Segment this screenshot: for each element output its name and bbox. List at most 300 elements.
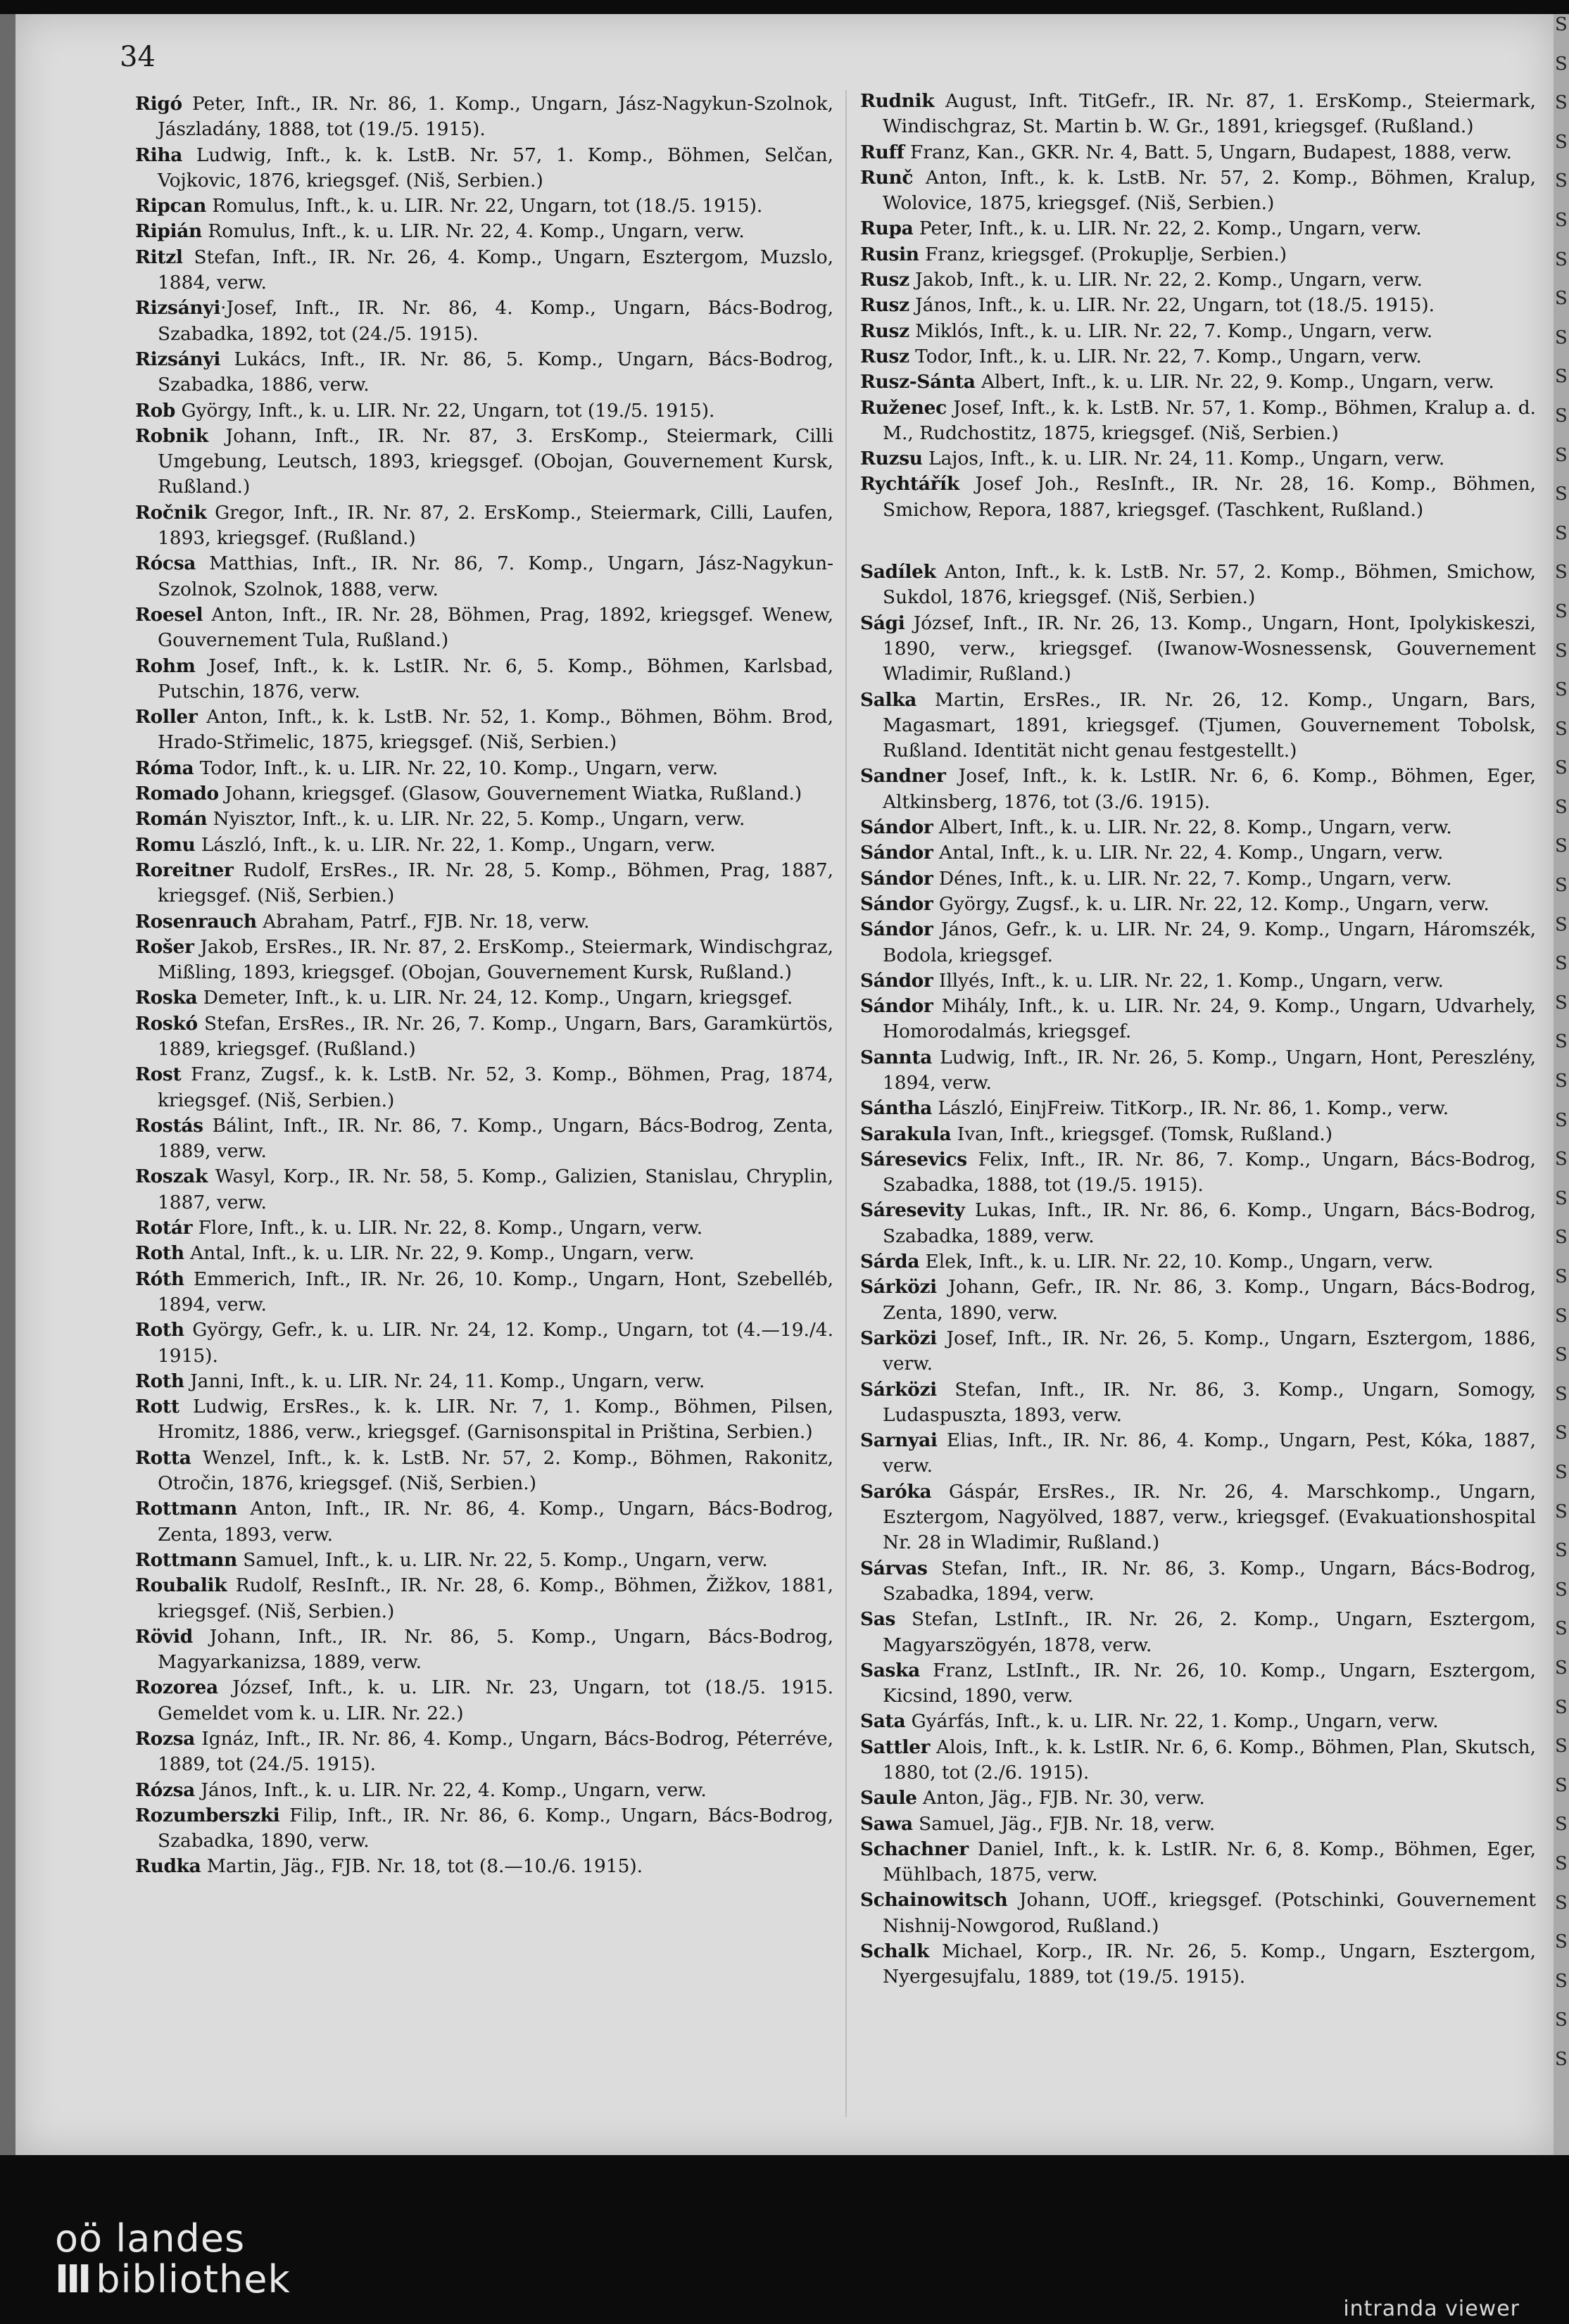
register-entry bbox=[135, 194, 833, 219]
edge-letter: S bbox=[1555, 875, 1568, 897]
entry-surname: Rosenrauch bbox=[135, 910, 257, 933]
entry-surname: Sarakula bbox=[860, 1123, 952, 1145]
edge-letter: S bbox=[1555, 1187, 1568, 1209]
entry-surname: Roth bbox=[135, 1319, 184, 1341]
entry-details: Johann, kriegsgef. (Glasow, Gouvernement Wiatka, Rußland.) bbox=[218, 783, 802, 805]
entry-surname: Sarközi bbox=[860, 1327, 937, 1349]
entry-details: György, Gefr., k. u. LIR. Nr. 24, 12. Komp., Ungarn, tot (4.—19./4. 1915). bbox=[158, 1319, 833, 1367]
entry-surname: Sáresevity bbox=[860, 1199, 965, 1222]
entry-details: Josef, Inft., k. k. LstIR. Nr. 6, 6. Komp., Böhmen, Eger, Altkinsberg, 1876, tot (3./6. 1915). bbox=[883, 765, 1536, 813]
edge-letter: S bbox=[1555, 209, 1568, 231]
logo-bars-icon: III bbox=[55, 2257, 89, 2301]
edge-letter: S bbox=[1555, 131, 1568, 153]
entry-surname: Sándor bbox=[860, 969, 933, 992]
edge-letter: S bbox=[1555, 1422, 1568, 1444]
edge-letter: S bbox=[1555, 640, 1568, 662]
entry-details: Emmerich, Inft., IR. Nr. 26, 10. Komp., Ungarn, Hont, Szebelléb, 1894, verw. bbox=[158, 1268, 833, 1315]
entry-details: Anton, Inft., IR. Nr. 28, Böhmen, Prag, 1892, kriegsgef. Wenew, Gouvernement Tula, Rußland.) bbox=[158, 603, 833, 652]
edge-letter: S bbox=[1555, 757, 1568, 779]
register-entry bbox=[860, 1249, 1536, 1275]
register-entry bbox=[860, 1556, 1536, 1608]
entry-details: Anton, Inft., k. k. LstB. Nr. 52, 1. Komp., Böhmen, Böhm. Brod, Hrado-Střimelic, 1875, kriegsgef. (Niš, Serbien.) bbox=[158, 706, 833, 754]
entry-surname: Rozsa bbox=[135, 1728, 195, 1750]
edge-letter: S bbox=[1555, 1814, 1568, 1836]
entry-surname: Rusz bbox=[860, 269, 909, 291]
register-entry bbox=[135, 1267, 833, 1318]
edge-letter: S bbox=[1555, 992, 1568, 1013]
entry-surname: Sántha bbox=[860, 1097, 933, 1120]
edge-letter: S bbox=[1555, 92, 1568, 114]
register-entry bbox=[135, 219, 833, 244]
entry-surname: Rottmann bbox=[135, 1548, 237, 1571]
register-entry bbox=[860, 1045, 1536, 1097]
entry-surname: Sandner bbox=[860, 765, 946, 788]
left-page-edge bbox=[0, 14, 15, 2155]
entry-details: Stefan, Inft., IR. Nr. 26, 4. Komp., Ungarn, Esztergom, Muzslo, 1884, verw. bbox=[158, 246, 833, 294]
entry-surname: Sárda bbox=[860, 1251, 920, 1273]
register-entry bbox=[135, 1624, 833, 1676]
entry-details: Stefan, ErsRes., IR. Nr. 26, 7. Komp., Ungarn, Bars, Garamkürtös, 1889, kriegsgef. (Rußland.) bbox=[158, 1012, 833, 1060]
entry-details: Daniel, Inft., k. k. LstIR. Nr. 6, 8. Komp., Böhmen, Eger, Mühlbach, 1875, verw. bbox=[883, 1838, 1536, 1886]
edge-letter: S bbox=[1555, 170, 1568, 192]
entry-surname: Saska bbox=[860, 1659, 920, 1681]
edge-letter: S bbox=[1555, 444, 1568, 466]
register-entry bbox=[135, 398, 833, 424]
register-entry bbox=[860, 1607, 1536, 1658]
register-entry bbox=[860, 89, 1536, 140]
register-entry bbox=[135, 296, 833, 347]
entry-details: Dénes, Inft., k. u. LIR. Nr. 22, 7. Komp., Ungarn, verw. bbox=[933, 867, 1452, 890]
entry-surname: Ruzsu bbox=[860, 448, 923, 470]
entry-surname: Roskó bbox=[135, 1012, 198, 1035]
entry-details: August, Inft. TitGefr., IR. Nr. 87, 1. ErsKomp., Steiermark, Windischgraz, St. Martin b. W. Gr., 1891, kriegsgef. (Rußland.) bbox=[883, 90, 1536, 138]
entry-surname: Rostás bbox=[135, 1114, 203, 1137]
register-entry bbox=[135, 424, 833, 500]
register-entry bbox=[860, 370, 1536, 395]
entry-surname: Rudka bbox=[135, 1855, 201, 1878]
register-entry bbox=[860, 165, 1536, 217]
register-entry bbox=[860, 1096, 1536, 1121]
entry-surname: Roubalik bbox=[135, 1574, 227, 1597]
entry-surname: Rozumberszki bbox=[135, 1804, 280, 1826]
entry-details: Johann, Inft., IR. Nr. 87, 3. ErsKomp., Steiermark, Cilli Umgebung, Leutsch, 1893, kriegsgef. (Obojan, Gouvernement Kursk, Rußland.) bbox=[158, 424, 833, 498]
entry-details: Romulus, Inft., k. u. LIR. Nr. 22, 4. Komp., Ungarn, verw. bbox=[201, 220, 745, 243]
edge-letter: S bbox=[1555, 1852, 1568, 1874]
entry-surname: Rózsa bbox=[135, 1779, 195, 1801]
register-entry bbox=[135, 91, 833, 143]
entry-details: Demeter, Inft., k. u. LIR. Nr. 24, 12. Komp., Ungarn, kriegsgef. bbox=[197, 987, 793, 1009]
register-entry bbox=[860, 1837, 1536, 1888]
entry-details: Abraham, Patrf., FJB. Nr. 18, verw. bbox=[256, 910, 590, 933]
register-entry bbox=[860, 1888, 1536, 1939]
register-entry bbox=[860, 688, 1536, 764]
register-entry bbox=[860, 1658, 1536, 1710]
register-entry bbox=[135, 833, 833, 858]
entry-surname: Rusz-Sánta bbox=[860, 371, 976, 393]
entry-details: Alois, Inft., k. k. LstIR. Nr. 6, 6. Komp., Böhmen, Plan, Skutsch, 1880, tot (2./6. 1915). bbox=[883, 1736, 1536, 1783]
entry-surname: Sattler bbox=[860, 1736, 931, 1758]
entry-details: Elias, Inft., IR. Nr. 86, 4. Komp., Ungarn, Pest, Kóka, 1887, verw. bbox=[883, 1429, 1536, 1477]
entry-details: Franz, Kan., GKR. Nr. 4, Batt. 5, Ungarn, Budapest, 1888, verw. bbox=[904, 141, 1512, 163]
register-entry bbox=[135, 1803, 833, 1855]
entry-surname: Saróka bbox=[860, 1480, 932, 1503]
entry-surname: Róma bbox=[135, 757, 194, 779]
entry-details: Lukács, Inft., IR. Nr. 86, 5. Komp., Ungarn, Bács-Bodrog, Szabadka, 1886, verw. bbox=[158, 348, 833, 396]
entry-surname: Runč bbox=[860, 166, 914, 189]
register-entry bbox=[860, 892, 1536, 917]
entry-surname: Ripcan bbox=[135, 195, 206, 217]
edge-letter: S bbox=[1555, 1657, 1568, 1679]
register-entry bbox=[135, 1394, 833, 1446]
entry-surname: Roth bbox=[135, 1370, 184, 1392]
logo-line-1: oö landes bbox=[55, 2216, 246, 2261]
entry-details: Ludwig, Inft., k. k. LstB. Nr. 57, 1. Komp., Böhmen, Selčan, Vojkovic, 1876, kriegsgef. (Niš, Serbien.) bbox=[158, 144, 833, 191]
register-entry bbox=[860, 866, 1536, 892]
edge-letter: S bbox=[1555, 1344, 1568, 1366]
entry-details: Samuel, Inft., k. u. LIR. Nr. 22, 5. Komp., Ungarn, verw. bbox=[237, 1548, 768, 1571]
entry-details: Josef, Inft., IR. Nr. 26, 5. Komp., Ungarn, Esztergom, 1886, verw. bbox=[883, 1327, 1536, 1375]
entry-surname: Roszak bbox=[135, 1166, 208, 1188]
edge-letter: S bbox=[1555, 1931, 1568, 1953]
entry-details: Josef Joh., ResInft., IR. Nr. 28, 16. Komp., Böhmen, Smichow, Repora, 1887, kriegsgef. (Taschkent, Rußland.) bbox=[883, 473, 1536, 521]
entry-surname: Rövid bbox=[135, 1625, 193, 1648]
entry-details: Albert, Inft., k. u. LIR. Nr. 22, 9. Komp., Ungarn, verw. bbox=[975, 371, 1494, 393]
register-entry bbox=[860, 1122, 1536, 1147]
entry-surname: Rudnik bbox=[860, 90, 935, 112]
register-entry bbox=[135, 1113, 833, 1165]
register-entry bbox=[135, 1011, 833, 1063]
entry-details: Rudolf, ResInft., IR. Nr. 28, 6. Komp., Böhmen, Žižkov, 1881, kriegsgef. (Niš, Serbien.) bbox=[158, 1574, 833, 1622]
register-entry bbox=[860, 840, 1536, 866]
entry-surname: Roska bbox=[135, 987, 198, 1009]
register-entry bbox=[860, 968, 1536, 994]
register-entry bbox=[135, 705, 833, 756]
register-entry bbox=[860, 1709, 1536, 1734]
entry-details: Peter, Inft., IR. Nr. 86, 1. Komp., Ungarn, Jász-Nagykun-Szolnok, Jászladány, 1888, tot (19./5. 1915). bbox=[158, 93, 833, 141]
register-entry bbox=[860, 560, 1536, 611]
register-entry bbox=[135, 1369, 833, 1394]
register-entry bbox=[135, 1854, 833, 1879]
entry-surname: Sata bbox=[860, 1710, 906, 1733]
register-entry bbox=[860, 815, 1536, 840]
edge-letter: S bbox=[1555, 1540, 1568, 1562]
edge-letter: S bbox=[1555, 522, 1568, 544]
entry-details: Michael, Korp., IR. Nr. 26, 5. Komp., Ungarn, Esztergom, Nyergesujfalu, 1889, tot (19./5. 1915). bbox=[883, 1940, 1536, 1988]
entry-details: Stefan, LstInft., IR. Nr. 26, 2. Komp., Ungarn, Esztergom, Magyarszögyén, 1878, verw. bbox=[883, 1608, 1536, 1656]
entry-surname: Romu bbox=[135, 833, 196, 856]
register-entry bbox=[135, 1496, 833, 1548]
entry-surname: Sárvas bbox=[860, 1557, 928, 1579]
entry-details: Anton, Inft., IR. Nr. 86, 4. Komp., Ungarn, Bács-Bodrog, Zenta, 1893, verw. bbox=[158, 1498, 833, 1546]
entry-surname: Rizsányi bbox=[135, 297, 221, 320]
entry-details: Ignáz, Inft., IR. Nr. 86, 4. Komp., Ungarn, Bács-Bodrog, Péterréve, 1889, tot (24./5. 1915). bbox=[158, 1728, 833, 1776]
entry-details: György, Zugsf., k. u. LIR. Nr. 22, 12. Komp., Ungarn, verw. bbox=[933, 892, 1489, 915]
register-entry bbox=[860, 1326, 1536, 1377]
register-entry bbox=[135, 500, 833, 552]
register-entry bbox=[135, 143, 833, 194]
entry-details: Miklós, Inft., k. u. LIR. Nr. 22, 7. Komp., Ungarn, verw. bbox=[909, 320, 1433, 342]
right-column-s-entries bbox=[860, 560, 1536, 1990]
entry-details: Wenzel, Inft., k. k. LstB. Nr. 57, 2. Komp., Böhmen, Rakonitz, Otročin, 1876, kriegsgef. (Niš, Serbien.) bbox=[158, 1446, 833, 1495]
edge-letter: S bbox=[1555, 1031, 1568, 1053]
entry-details: Felix, Inft., IR. Nr. 86, 7. Komp., Ungarn, Bács-Bodrog, Szabadka, 1888, tot (19./5. 1915). bbox=[883, 1148, 1536, 1196]
entry-surname: Rotár bbox=[135, 1217, 193, 1239]
edge-letter: S bbox=[1555, 1149, 1568, 1170]
entry-details: Janni, Inft., k. u. LIR. Nr. 24, 11. Komp., Ungarn, verw. bbox=[184, 1370, 705, 1392]
entry-details: Antal, Inft., k. u. LIR. Nr. 22, 9. Komp., Ungarn, verw. bbox=[184, 1242, 695, 1265]
register-entry bbox=[135, 807, 833, 832]
entry-surname: Rusz bbox=[860, 320, 909, 342]
entry-details: Lajos, Inft., k. u. LIR. Nr. 24, 11. Komp., Ungarn, verw. bbox=[922, 448, 1445, 470]
edge-letter: S bbox=[1555, 1266, 1568, 1287]
edge-letter: S bbox=[1555, 1383, 1568, 1405]
edge-letter: S bbox=[1555, 14, 1568, 35]
edge-letter: S bbox=[1555, 248, 1568, 270]
entry-details: Johann, Inft., IR. Nr. 86, 5. Komp., Ungarn, Bács-Bodrog, Magyarkanizsa, 1889, verw. bbox=[158, 1625, 833, 1674]
column-divider bbox=[845, 90, 847, 2117]
register-entry bbox=[860, 1198, 1536, 1249]
register-entry bbox=[860, 1377, 1536, 1429]
entry-details: Elek, Inft., k. u. LIR. Nr. 22, 10. Komp., Ungarn, verw. bbox=[919, 1251, 1434, 1273]
viewer-brand-label[interactable]: intranda viewer bbox=[1343, 2297, 1520, 2321]
entry-details: Ivan, Inft., kriegsgef. (Tomsk, Rußland.) bbox=[951, 1123, 1333, 1145]
register-entry bbox=[135, 756, 833, 781]
register-entry bbox=[860, 611, 1536, 688]
edge-letter: S bbox=[1555, 1736, 1568, 1757]
entry-surname: Rócsa bbox=[135, 552, 196, 575]
entry-surname: Rott bbox=[135, 1396, 179, 1418]
register-entry bbox=[135, 1446, 833, 1497]
entry-surname: Saule bbox=[860, 1787, 917, 1810]
entry-details: Jakob, Inft., k. u. LIR. Nr. 22, 2. Komp., Ungarn, verw. bbox=[909, 269, 1423, 291]
register-entry bbox=[135, 1241, 833, 1266]
entry-details: Todor, Inft., k. u. LIR. Nr. 22, 7. Komp., Ungarn, verw. bbox=[909, 345, 1422, 367]
edge-letter: S bbox=[1555, 1071, 1568, 1092]
entry-details: József, Inft., k. u. LIR. Nr. 23, Ungarn, tot (18./5. 1915. Gemeldet vom k. u. LIR. Nr. 22.) bbox=[158, 1676, 833, 1724]
register-entry bbox=[135, 1778, 833, 1803]
edge-letter: S bbox=[1555, 2048, 1568, 2070]
register-entry bbox=[860, 994, 1536, 1045]
entry-surname: Salka bbox=[860, 688, 917, 711]
entry-surname: Ripián bbox=[135, 220, 202, 243]
entry-surname: Sas bbox=[860, 1608, 896, 1631]
edge-letter: S bbox=[1555, 1109, 1568, 1131]
right-page-edge bbox=[1554, 14, 1569, 2155]
entry-details: Gyárfás, Inft., k. u. LIR. Nr. 22, 1. Komp., Ungarn, verw. bbox=[905, 1710, 1439, 1733]
entry-surname: Sawa bbox=[860, 1812, 913, 1835]
entry-details: Franz, LstInft., IR. Nr. 26, 10. Komp., Ungarn, Esztergom, Kicsind, 1890, verw. bbox=[883, 1659, 1536, 1707]
register-entry bbox=[135, 1548, 833, 1573]
entry-surname: Róth bbox=[135, 1268, 184, 1290]
register-entry bbox=[860, 1735, 1536, 1786]
library-logo[interactable] bbox=[55, 2218, 291, 2300]
entry-details: Josef, Inft., k. k. LstIR. Nr. 6, 5. Komp., Böhmen, Karlsbad, Putschin, 1876, verw. bbox=[158, 655, 833, 702]
entry-surname: Sannta bbox=[860, 1046, 933, 1068]
entry-details: Franz, Zugsf., k. k. LstB. Nr. 52, 3. Komp., Böhmen, Prag, 1874, kriegsgef. (Niš, Serbien.) bbox=[158, 1063, 833, 1111]
entry-surname: Sándor bbox=[860, 995, 933, 1018]
edge-letter: S bbox=[1555, 953, 1568, 975]
entry-details: Rudolf, ErsRes., IR. Nr. 28, 5. Komp., Böhmen, Prag, 1887, kriegsgef. (Niš, Serbien.) bbox=[158, 859, 833, 907]
entry-surname: Schalk bbox=[860, 1940, 929, 1963]
edge-letter: S bbox=[1555, 1227, 1568, 1249]
entry-surname: Ruženec bbox=[860, 396, 947, 419]
register-entry bbox=[135, 935, 833, 986]
register-entry bbox=[135, 654, 833, 705]
entry-surname: Riha bbox=[135, 144, 183, 166]
edge-letter: S bbox=[1555, 835, 1568, 857]
register-entry bbox=[135, 909, 833, 935]
right-column bbox=[860, 89, 1536, 1990]
entry-details: Jakob, ErsRes., IR. Nr. 87, 2. ErsKomp., Steiermark, Windischgraz, Mißling, 1893, kriegsgef. (Obojan, Gouvernement Kursk, Rußland.) bbox=[158, 935, 833, 984]
entry-surname: Rusz bbox=[860, 294, 909, 317]
edge-letter: S bbox=[1555, 327, 1568, 348]
edge-letter: S bbox=[1555, 1696, 1568, 1718]
register-entry bbox=[860, 1479, 1536, 1556]
register-entry bbox=[135, 1215, 833, 1241]
entry-surname: Rost bbox=[135, 1063, 182, 1086]
entry-details: Albert, Inft., k. u. LIR. Nr. 22, 8. Komp., Ungarn, verw. bbox=[933, 816, 1452, 839]
entry-details: Ludwig, ErsRes., k. k. LIR. Nr. 7, 1. Komp., Böhmen, Pilsen, Hromitz, 1886, verw., kriegsgef. (Garnisonspital in Priština, Serbien.) bbox=[158, 1396, 833, 1444]
edge-letter: S bbox=[1555, 288, 1568, 310]
entry-surname: Rošer bbox=[135, 935, 194, 958]
register-entry bbox=[860, 242, 1536, 267]
edge-letter: S bbox=[1555, 1970, 1568, 1992]
entry-surname: Rusz bbox=[860, 345, 909, 367]
entry-surname: Rizsányi bbox=[135, 348, 221, 370]
entry-details: László, Inft., k. u. LIR. Nr. 22, 1. Komp., Ungarn, verw. bbox=[195, 833, 716, 856]
entry-details: Nyisztor, Inft., k. u. LIR. Nr. 22, 5. Komp., Ungarn, verw. bbox=[207, 808, 745, 831]
register-entry bbox=[860, 293, 1536, 318]
entry-details: Anton, Jäg., FJB. Nr. 30, verw. bbox=[916, 1787, 1205, 1810]
right-column-r-entries bbox=[860, 89, 1536, 523]
entry-details: Stefan, Inft., IR. Nr. 86, 3. Komp., Ungarn, Bács-Bodrog, Szabadka, 1894, verw. bbox=[883, 1557, 1536, 1605]
entry-details: Johann, UOff., kriegsgef. (Potschinki, Gouvernement Nishnij-Nowgorod, Rußland.) bbox=[883, 1889, 1536, 1937]
entry-details: Bálint, Inft., IR. Nr. 86, 7. Komp., Ungarn, Bács-Bodrog, Zenta, 1889, verw. bbox=[158, 1114, 833, 1163]
entry-surname: Romado bbox=[135, 783, 219, 805]
entry-surname: Schachner bbox=[860, 1838, 969, 1860]
edge-letter: S bbox=[1555, 1892, 1568, 1914]
entry-details: Franz, kriegsgef. (Prokuplje, Serbien.) bbox=[919, 243, 1287, 265]
register-entry bbox=[135, 1726, 833, 1778]
register-entry bbox=[860, 267, 1536, 293]
entry-details: Wasyl, Korp., IR. Nr. 58, 5. Komp., Galizien, Stanislau, Chryplin, 1887, verw. bbox=[158, 1166, 833, 1213]
entry-surname: Roth bbox=[135, 1242, 184, 1265]
edge-letter: S bbox=[1555, 1305, 1568, 1327]
entry-surname: Sándor bbox=[860, 816, 933, 839]
edge-letter: S bbox=[1555, 1501, 1568, 1522]
entry-surname: Sándor bbox=[860, 918, 933, 941]
entry-details: Samuel, Jäg., FJB. Nr. 18, verw. bbox=[912, 1812, 1216, 1835]
entry-surname: Sági bbox=[860, 612, 905, 634]
edge-letter: S bbox=[1555, 405, 1568, 427]
entry-details: Anton, Inft., k. k. LstB. Nr. 57, 2. Komp., Böhmen, Smichow, Sukdol, 1876, kriegsgef. (Niš, Serbien.) bbox=[883, 561, 1536, 609]
register-entry bbox=[860, 1428, 1536, 1479]
edge-letter: S bbox=[1555, 2009, 1568, 2031]
entry-details: Gregor, Inft., IR. Nr. 87, 2. ErsKomp., Steiermark, Cilli, Laufen, 1893, kriegsgef. (Rußland.) bbox=[158, 501, 833, 550]
entry-details: János, Gefr., k. u. LIR. Nr. 24, 9. Komp., Ungarn, Háromszék, Bodola, kriegsgef. bbox=[883, 918, 1536, 966]
entry-surname: Sáresevics bbox=[860, 1148, 967, 1170]
register-entry bbox=[860, 472, 1536, 523]
section-gap bbox=[860, 523, 1536, 560]
entry-details: ·Josef, Inft., IR. Nr. 86, 4. Komp., Ungarn, Bács-Bodrog, Szabadka, 1892, tot (24./5. 1915). bbox=[158, 297, 833, 345]
register-entry bbox=[135, 858, 833, 909]
entry-surname: Sarnyai bbox=[860, 1429, 938, 1452]
entry-details: László, EinjFreiw. TitKorp., IR. Nr. 86, 1. Komp., verw. bbox=[932, 1097, 1449, 1120]
register-entry bbox=[135, 1164, 833, 1215]
entry-surname: Rychtářík bbox=[860, 473, 959, 495]
entry-surname: Ročnik bbox=[135, 501, 207, 524]
page-number: 34 bbox=[120, 41, 156, 73]
entry-surname: Rottmann bbox=[135, 1498, 237, 1520]
entry-surname: Rohm bbox=[135, 655, 196, 677]
register-entry bbox=[860, 1147, 1536, 1199]
edge-letter: S bbox=[1555, 679, 1568, 701]
entry-details: Lukas, Inft., IR. Nr. 86, 6. Komp., Ungarn, Bács-Bodrog, Szabadka, 1889, verw. bbox=[883, 1199, 1536, 1247]
entry-details: Peter, Inft., k. u. LIR. Nr. 22, 2. Komp., Ungarn, verw. bbox=[913, 217, 1422, 240]
entry-details: Gáspár, ErsRes., IR. Nr. 26, 4. Marschkomp., Ungarn, Esztergom, Nagyölved, 1887, verw., kriegsgef. (Evakuationshospital Nr. 28 in Wladimir, Rußland.) bbox=[883, 1480, 1536, 1554]
entry-surname: Roesel bbox=[135, 603, 203, 626]
register-entry bbox=[135, 1675, 833, 1726]
logo-line-2 bbox=[55, 2259, 291, 2300]
register-entry bbox=[135, 245, 833, 296]
register-entry bbox=[860, 396, 1536, 447]
edge-letter: S bbox=[1555, 914, 1568, 935]
entry-surname: Sárközi bbox=[860, 1378, 937, 1401]
entry-surname: Roreitner bbox=[135, 859, 234, 881]
edge-letter: S bbox=[1555, 1618, 1568, 1640]
entry-surname: Sándor bbox=[860, 867, 933, 890]
register-entry bbox=[860, 1939, 1536, 1990]
entry-details: Todor, Inft., k. u. LIR. Nr. 22, 10. Komp., Ungarn, verw. bbox=[194, 757, 719, 779]
entry-details: János, Inft., k. u. LIR. Nr. 22, 4. Komp., Ungarn, verw. bbox=[194, 1779, 707, 1801]
logo-line-2-text: bibliothek bbox=[96, 2257, 291, 2301]
edge-letter: S bbox=[1555, 718, 1568, 740]
entry-surname: Sadílek bbox=[860, 561, 936, 583]
register-entry bbox=[135, 781, 833, 807]
register-entry bbox=[860, 344, 1536, 370]
entry-surname: Sárközi bbox=[860, 1276, 937, 1299]
edge-letter: S bbox=[1555, 1461, 1568, 1483]
register-entry bbox=[860, 216, 1536, 241]
register-entry bbox=[860, 917, 1536, 968]
entry-details: Martin, Jäg., FJB. Nr. 18, tot (8.—10./6. 1915). bbox=[201, 1855, 643, 1878]
entry-surname: Rigó bbox=[135, 93, 182, 115]
entry-surname: Roller bbox=[135, 706, 198, 728]
entry-details: Filip, Inft., IR. Nr. 86, 6. Komp., Ungarn, Bács-Bodrog, Szabadka, 1890, verw. bbox=[158, 1804, 833, 1852]
entry-surname: Sándor bbox=[860, 892, 933, 915]
entry-surname: Ruff bbox=[860, 141, 905, 163]
entry-details: József, Inft., IR. Nr. 26, 13. Komp., Ungarn, Hont, Ipolykiskeszi, 1890, verw., kriegsgef. (Iwanow-Wosnessensk, Gouvernement Wladimir, Rußland.) bbox=[883, 612, 1536, 686]
register-entry bbox=[135, 1318, 833, 1369]
edge-letter: S bbox=[1555, 1774, 1568, 1796]
register-entry bbox=[860, 764, 1536, 815]
entry-surname: Rotta bbox=[135, 1446, 191, 1469]
entry-surname: Sándor bbox=[860, 842, 933, 864]
entry-surname: Rusin bbox=[860, 243, 919, 265]
entry-details: György, Inft., k. u. LIR. Nr. 22, Ungarn, tot (19./5. 1915). bbox=[175, 399, 715, 422]
entry-details: Romulus, Inft., k. u. LIR. Nr. 22, Ungarn, tot (18./5. 1915). bbox=[206, 195, 763, 217]
entry-details: Martin, ErsRes., IR. Nr. 26, 12. Komp., Ungarn, Bars, Magasmart, 1891, kriegsgef. (Tjumen, Gouvernement Tobolsk, Rußland. Identität nicht genau festgestellt.) bbox=[883, 688, 1536, 762]
entry-surname: Román bbox=[135, 808, 208, 831]
edge-letter: S bbox=[1555, 484, 1568, 505]
entry-details: Flore, Inft., k. u. LIR. Nr. 22, 8. Komp., Ungarn, verw. bbox=[192, 1217, 703, 1239]
register-entry bbox=[860, 1812, 1536, 1837]
entry-details: János, Inft., k. u. LIR. Nr. 22, Ungarn, tot (18./5. 1915). bbox=[909, 294, 1435, 317]
edge-letter: S bbox=[1555, 1579, 1568, 1600]
entry-surname: Rozorea bbox=[135, 1676, 218, 1699]
entry-surname: Schainowitsch bbox=[860, 1889, 1008, 1912]
register-entry bbox=[135, 985, 833, 1011]
